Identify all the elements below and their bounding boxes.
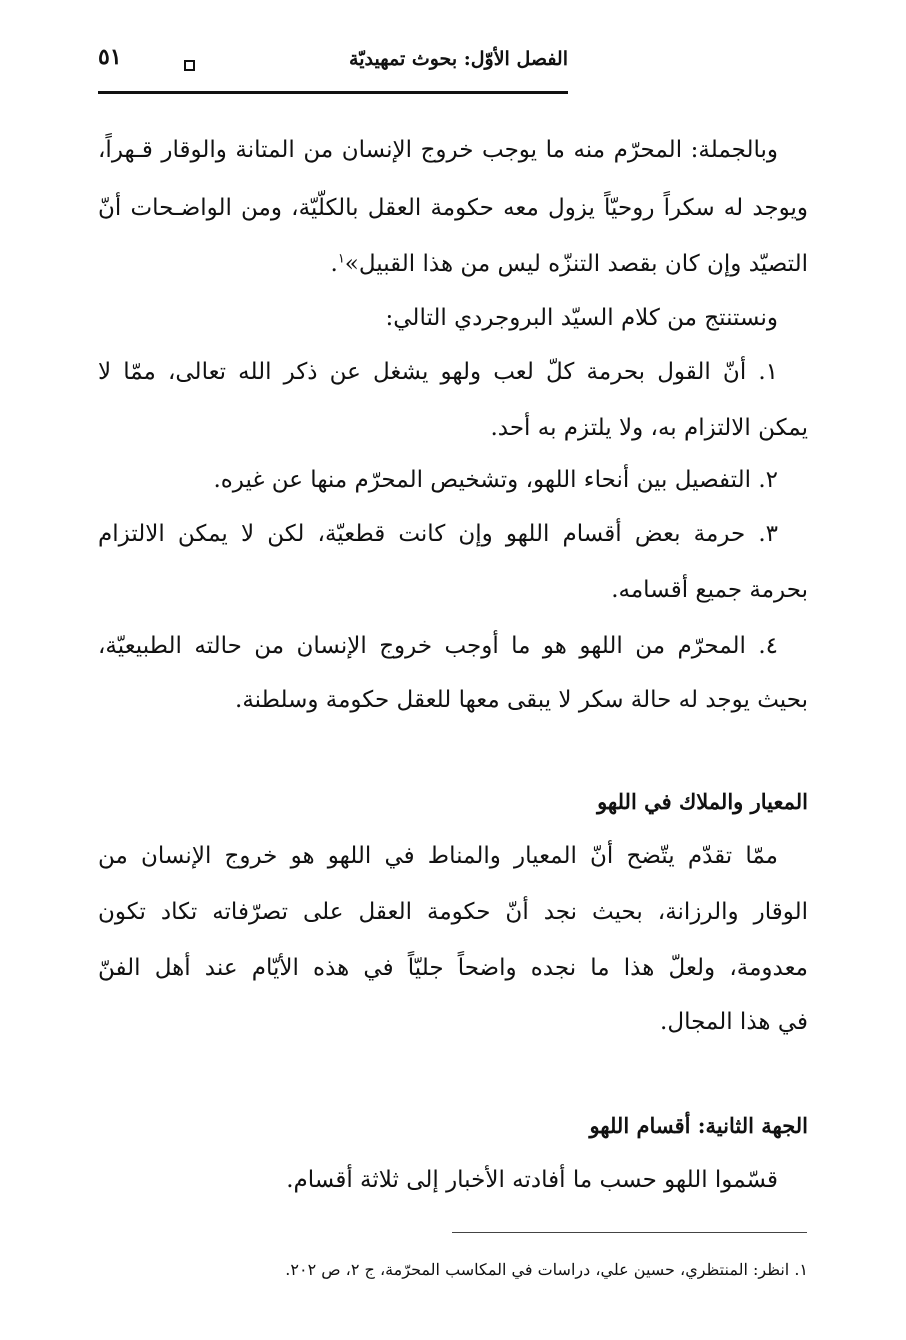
point-3-line: ٣. حرمة بعض أقسام اللهو وإن كانت قطعيّة، لكن لا يمكن الالتزام [98,521,778,547]
section-line: ممّا تقدّم يتّضح أنّ المعيار والمناط في اللهو هو خروج الإنسان من [98,843,778,869]
footnote: ١. انظر: المنتظري، حسين علي، دراسات في المكاسب المحرّمة، ج ٢، ص ٢٠٢. [285,1260,808,1279]
section-heading: المعيار والملاك في اللهو [597,789,808,814]
point-1-line: يمكن الالتزام به، ولا يلتزم به أحد. [490,415,808,441]
point-1-line: ١. أنّ القول بحرمة كلّ لعب ولهو يشغل عن ذكر الله تعالى، ممّا لا [98,359,778,385]
section-heading: الجهة الثانية: أقسام اللهو [589,1113,808,1138]
point-3-line: بحرمة جميع أقسامه. [611,577,808,603]
square-marker-icon [184,60,195,71]
section-line: قسّموا اللهو حسب ما أفادته الأخبار إلى ثلاثة أقسام. [286,1167,778,1193]
point-2-line: ٢. التفصيل بين أنحاء اللهو، وتشخيص المحرّم منها عن غيره. [213,467,778,493]
paragraph-line: وبالجملة: المحرّم منه ما يوجب خروج الإنسان من المتانة والوقار قـهراً، [98,137,778,163]
paragraph-line: ويوجد له سكراً روحيّاً يزول معه حكومة العقل بالكلّيّة، ومن الواضـحات أنّ [98,195,808,221]
section-line: معدومة، ولعلّ هذا ما نجده واضحاً جليّاً في هذه الأيّام عند أهل الفنّ [98,955,808,981]
footnote-divider [452,1232,807,1233]
section-line: الوقار والرزانة، بحيث نجد أنّ حكومة العقل على تصرّفاته تكاد تكون [98,899,808,925]
point-4-line: بحيث يوجد له حالة سكر لا يبقى معها للعقل حكومة وسلطنة. [235,687,808,713]
paragraph-text: التصيّد وإن كان بقصد التنزّه ليس من هذا القبيل» [344,251,808,277]
footnote-reference: ١ [337,251,345,267]
section-line: في هذا المجال. [660,1009,808,1035]
point-4-line: ٤. المحرّم من اللهو هو ما أوجب خروج الإنسان من حالته الطبيعيّة، [98,633,778,659]
page-header [98,42,568,94]
paragraph-line: التصيّد وإن كان بقصد التنزّه ليس من هذا القبيل»$^١$. [330,251,808,277]
chapter-title: الفصل الأوّل: بحوث تمهيديّة [349,48,568,70]
page-number: ٥١ [98,44,122,70]
intro-line: ونستنتج من كلام السيّد البروجردي التالي: [385,305,778,331]
